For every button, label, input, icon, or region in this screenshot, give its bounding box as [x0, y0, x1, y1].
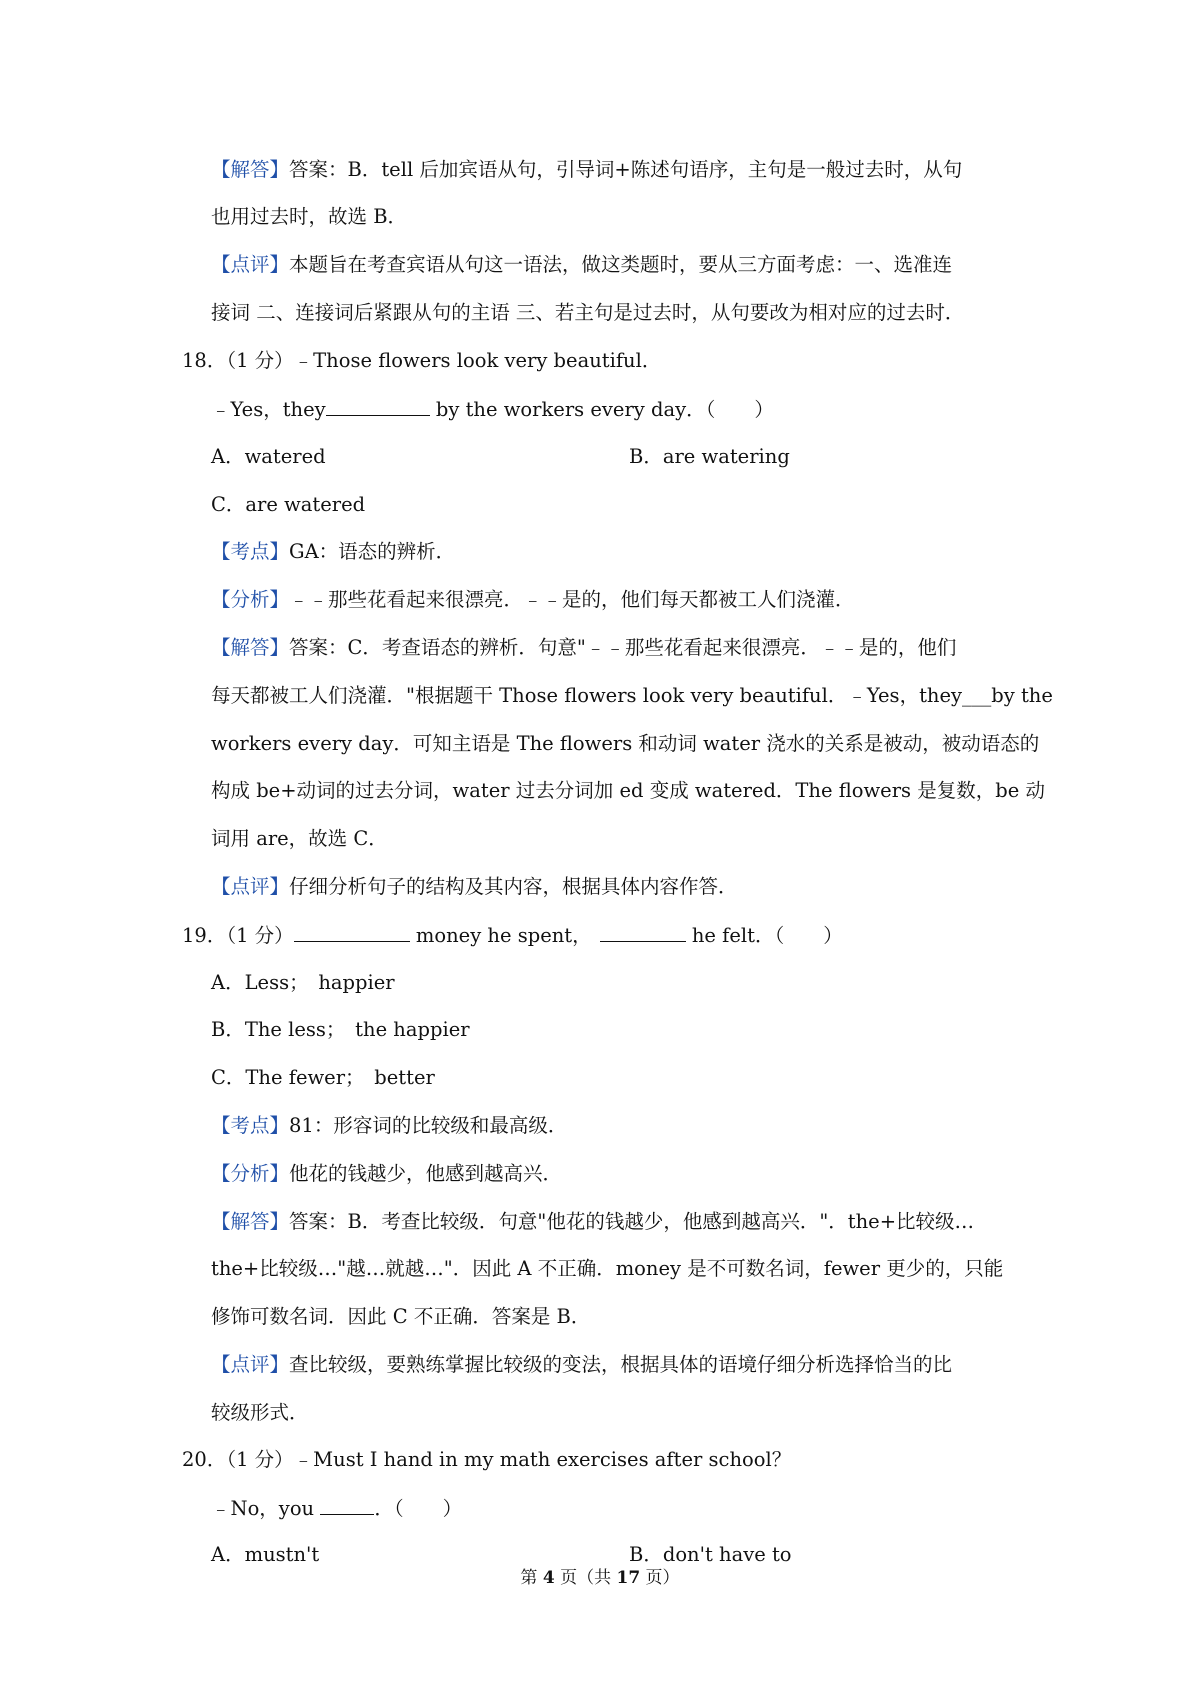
- q18-option-c: C．are watered: [211, 493, 366, 516]
- q18-option-a: A．watered: [211, 445, 326, 468]
- answer-tag: 【解答】: [211, 636, 290, 659]
- q18-answer-line-2: 每天都被工人们浇灌．"根据题干 Those flowers look very beautiful．﹣Yes，they___by the: [211, 684, 1053, 707]
- answer-tag: 【解答】: [211, 158, 290, 181]
- point-tag: 【考点】: [211, 540, 290, 563]
- comment-text: 本题旨在考查宾语从句这一语法，做这类题时，要从三方面考虑：一、选准连: [289, 253, 953, 276]
- q19-analysis-line: 【分析】他花的钱越少，他感到越高兴．: [211, 1162, 563, 1185]
- q20-stem-line-1: 20．（1 分）﹣Must I hand in my math exercises after school？: [182, 1448, 792, 1471]
- q19-answer-line-3: 修饰可数名词．因此 C 不正确．答案是 B．: [211, 1305, 591, 1328]
- comment-tag: 【点评】: [211, 253, 290, 276]
- analysis-tag: 【分析】: [211, 1162, 290, 1185]
- answer-tag: 【解答】: [211, 1210, 290, 1233]
- q18-answer-line-1: 【解答】答案：C．考查语态的辨析．句意"﹣﹣那些花看起来很漂亮．﹣﹣是的，他们: [211, 636, 957, 659]
- q18-analysis-line: 【分析】﹣﹣那些花看起来很漂亮．﹣﹣是的，他们每天都被工人们浇灌．: [211, 588, 855, 611]
- q18-stem-line-1: 18．（1 分）﹣Those flowers look very beautiful．: [182, 349, 662, 372]
- comment-tag: 【点评】: [211, 1353, 290, 1376]
- analysis-tag: 【分析】: [211, 588, 290, 611]
- q19-option-c: C．The fewer； better: [211, 1066, 435, 1089]
- q19-comment-line-1: 【点评】查比较级，要熟练掌握比较级的变法，根据具体的语境仔细分析选择恰当的比: [211, 1353, 953, 1376]
- point-tag: 【考点】: [211, 1114, 290, 1137]
- q19-comment-line-2: 较级形式．: [211, 1401, 309, 1424]
- q18-option-b: B．are watering: [629, 445, 790, 468]
- q19-option-b: B．The less； the happier: [211, 1018, 470, 1041]
- answer-text: 答案：B．tell 后加宾语从句，引导词+陈述句语序，主句是一般过去时，从句: [289, 158, 963, 181]
- q19-answer-line-1: 【解答】答案：B．考查比较级．句意"他花的钱越少，他感到越高兴．"．the+比较级…: [211, 1210, 975, 1233]
- q17-answer-line-1: [211, 156, 962, 184]
- page-number: 4: [542, 1568, 555, 1588]
- total-pages: 17: [616, 1568, 641, 1588]
- q18-point-line: 【考点】GA：语态的辨析．: [211, 540, 456, 563]
- comment-tag: 【点评】: [211, 875, 290, 898]
- q20-stem-line-2: ﹣No，you ．（ ）: [211, 1494, 462, 1523]
- answer-blank: [320, 1494, 374, 1515]
- q17-comment-line-2: 接词 二、连接词后紧跟从句的主语 三、若主句是过去时，从句要改为相对应的过去时．: [211, 301, 965, 324]
- q19-point-line: 【考点】81：形容词的比较级和最高级．: [211, 1114, 568, 1137]
- answer-blank: [600, 921, 686, 942]
- q20-option-a: A．mustn't: [211, 1543, 320, 1566]
- answer-blank: [326, 395, 430, 416]
- q18-comment-line: 【点评】仔细分析句子的结构及其内容，根据具体内容作答．: [211, 875, 738, 898]
- page-footer: 第 4 页（共 17 页）: [520, 1568, 680, 1588]
- q19-answer-line-2: the+比较级…"越…就越…"．因此 A 不正确．money 是不可数名词，fewer 更少的，只能: [211, 1257, 1004, 1280]
- q18-stem-line-2: ﹣Yes，they by the workers every day．（ ）: [211, 395, 774, 424]
- q17-comment-line-1: [211, 251, 952, 279]
- q18-answer-line-4: 构成 be+动词的过去分词，water 过去分词加 ed 变成 watered．The flowers 是复数，be 动: [211, 779, 1045, 802]
- answer-blank: [294, 921, 410, 942]
- q18-answer-line-5: 词用 are，故选 C．: [211, 827, 388, 850]
- q19-option-a: A．Less； happier: [211, 971, 395, 994]
- q18-answer-line-3: workers every day．可知主语是 The flowers 和动词 water 浇水的关系是被动，被动语态的: [211, 732, 1040, 755]
- q20-option-b: B．don't have to: [629, 1543, 792, 1566]
- q19-stem-line: 19．（1 分） money he spent， he felt．（ ）: [182, 921, 843, 950]
- q17-answer-line-2: 也用过去时，故选 B．: [211, 205, 408, 228]
